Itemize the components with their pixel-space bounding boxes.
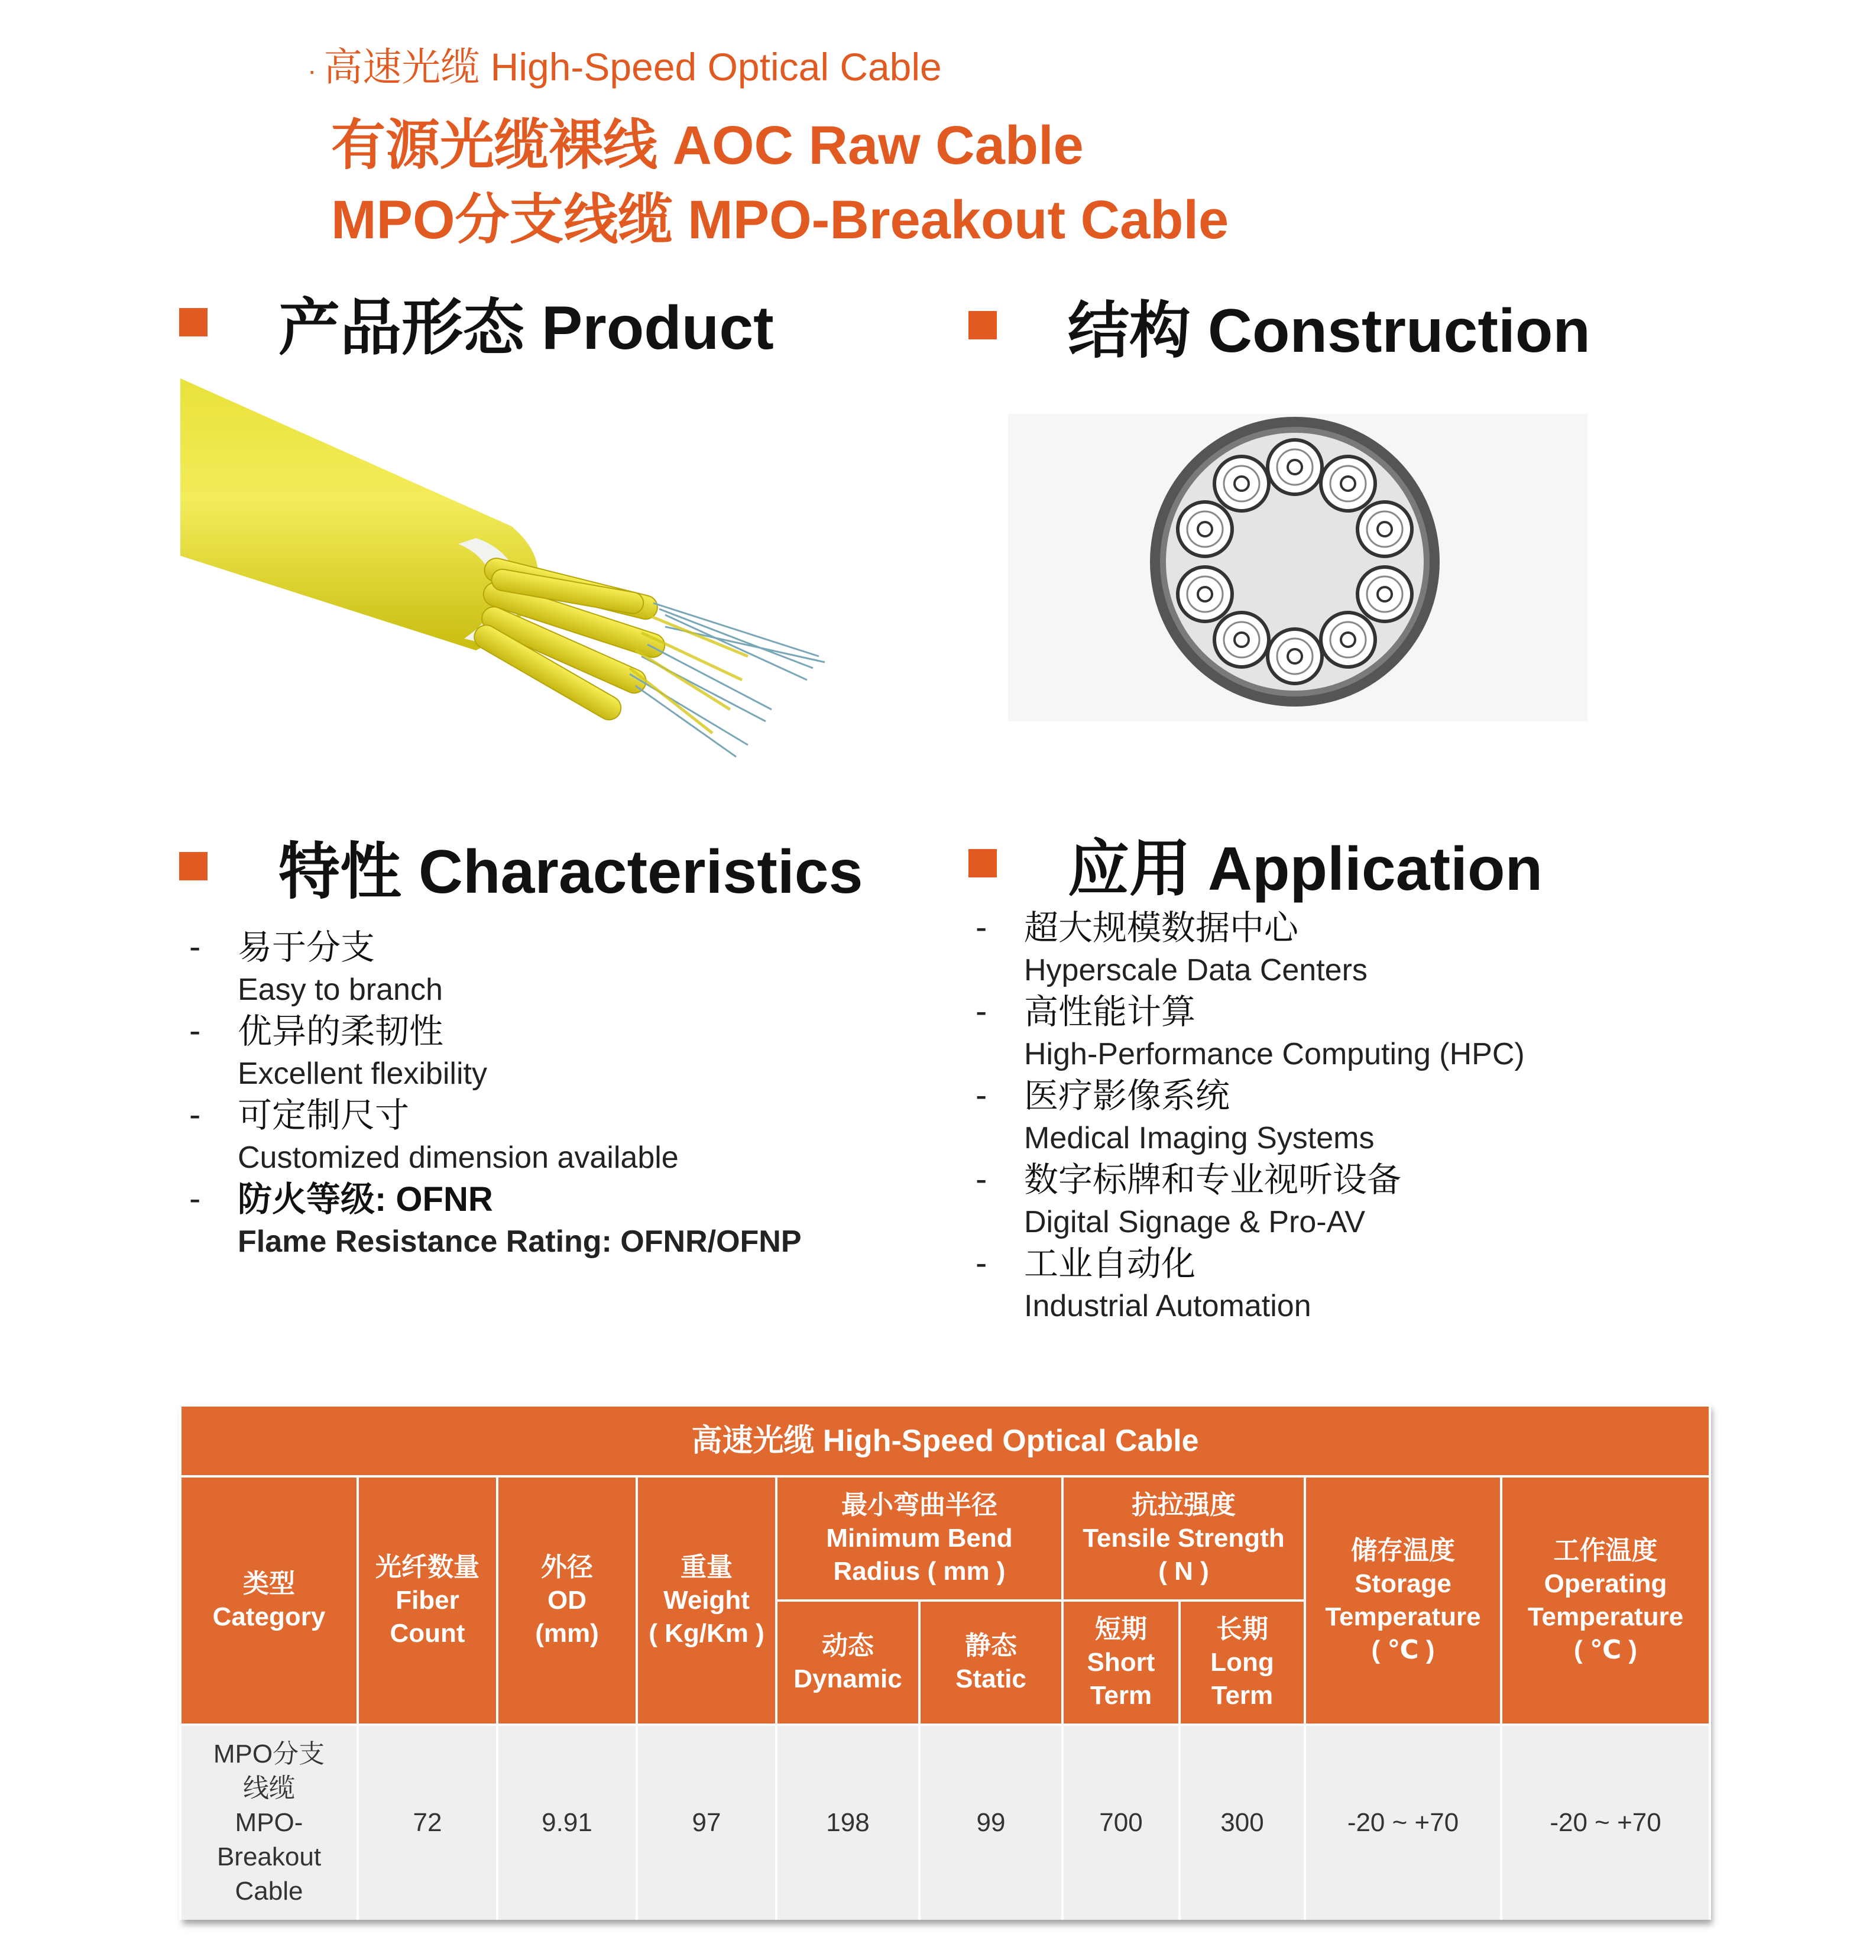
list-item [976, 1075, 1525, 1159]
square-bullet-icon [179, 308, 208, 336]
cell-category: MPO分支 线缆 MPO- Breakout Cable [180, 1725, 358, 1920]
item-en: Digital Signage & Pro-AV [1024, 1205, 1366, 1239]
section-heading-application [968, 819, 1543, 908]
spec-table [179, 1404, 1709, 1920]
table-caption: 高速光缆 High-Speed Optical Cable [180, 1405, 1710, 1476]
section-title: 应用 Application [1068, 835, 1543, 903]
header-fiber-count: 光纤数量 Fiber Count [358, 1476, 497, 1725]
dash-bullet: - [976, 1160, 987, 1198]
item-zh: 工业自动化 [1024, 1245, 1196, 1283]
header-static: 静态 Static [919, 1601, 1062, 1725]
section-title: 结构 Construction [1068, 297, 1590, 365]
section-heading-characteristics [179, 822, 863, 911]
item-zh: 可定制尺寸 [238, 1096, 410, 1135]
cell-static: 99 [919, 1725, 1062, 1920]
square-bullet-icon [179, 852, 208, 880]
item-zh: 易于分支 [238, 928, 375, 967]
dash-bullet: - [976, 1076, 987, 1115]
cell-od: 9.91 [497, 1725, 637, 1920]
header-weight: 重量 Weight ( Kg/Km ) [637, 1476, 776, 1725]
header-bend-radius: 最小弯曲半径 Minimum Bend Radius ( mm ) [776, 1476, 1062, 1601]
header-category: 类型 Category [180, 1476, 358, 1725]
list-item [189, 927, 802, 1011]
list-item [976, 908, 1525, 992]
item-zh: 超大规模数据中心 [1024, 909, 1299, 947]
header-tensile: 抗拉强度 Tensile Strength ( N ) [1062, 1476, 1305, 1601]
header-storage-temp: 储存温度 Storage Temperature ( ℃ ) [1305, 1476, 1501, 1725]
page-title-line-2: MPO分支线缆 MPO-Breakout Cable [331, 190, 1229, 250]
list-item [189, 1095, 802, 1179]
page-title-line-1: 有源光缆裸线 AOC Raw Cable [331, 115, 1084, 176]
section-title: 特性 Characteristics [278, 838, 863, 906]
dash-bullet: - [189, 1180, 201, 1218]
list-item [976, 1243, 1525, 1327]
item-en: Easy to branch [238, 973, 443, 1007]
header-od: 外径 OD (mm) [497, 1476, 637, 1725]
subtitle-text: 高速光缆 High-Speed Optical Cable [323, 45, 942, 89]
section-heading-construction [968, 281, 1590, 370]
dash-bullet: - [976, 908, 987, 947]
item-en: Industrial Automation [1024, 1289, 1311, 1323]
cell-long-term: 300 [1180, 1725, 1305, 1920]
dash-bullet: - [976, 992, 987, 1031]
item-zh: 优异的柔韧性 [238, 1012, 444, 1051]
item-zh: 数字标牌和专业视听设备 [1024, 1161, 1402, 1199]
item-en: High-Performance Computing (HPC) [1024, 1037, 1525, 1071]
list-item [189, 1179, 802, 1263]
item-en: Medical Imaging Systems [1024, 1121, 1375, 1155]
dash-bullet: - [189, 1096, 201, 1134]
dash-bullet: - [189, 928, 201, 966]
series-subtitle [307, 35, 942, 92]
item-en: Excellent flexibility [238, 1057, 487, 1091]
cell-storage-temp: -20 ~ +70 [1305, 1725, 1501, 1920]
square-bullet-icon [968, 311, 997, 339]
item-en: Flame Resistance Rating: OFNR/OFNP [238, 1224, 802, 1259]
item-zh: 医疗影像系统 [1024, 1077, 1230, 1115]
section-heading-product [179, 278, 774, 367]
cell-operating-temp: -20 ~ +70 [1501, 1725, 1710, 1920]
cell-dynamic: 198 [776, 1725, 919, 1920]
dash-bullet: - [189, 1012, 201, 1050]
cell-weight: 97 [637, 1725, 776, 1920]
characteristics-list [189, 927, 802, 1263]
subtitle-bullet: · [307, 54, 317, 86]
header-operating-temp: 工作温度 Operating Temperature ( ℃ ) [1501, 1476, 1710, 1725]
list-item [976, 1159, 1525, 1243]
cell-short-term: 700 [1062, 1725, 1180, 1920]
dash-bullet: - [976, 1244, 987, 1282]
section-title: 产品形态 Product [278, 294, 774, 362]
header-long-term: 长期 Long Term [1180, 1601, 1305, 1725]
item-en: Customized dimension available [238, 1141, 679, 1175]
construction-cross-section-diagram [1008, 414, 1587, 721]
header-dynamic: 动态 Dynamic [776, 1601, 919, 1725]
table-row [180, 1725, 1710, 1920]
application-list [976, 908, 1525, 1327]
header-short-term: 短期 Short Term [1062, 1601, 1180, 1725]
list-item [976, 992, 1525, 1075]
product-photo [180, 378, 872, 786]
item-zh: 防火等级: OFNR [238, 1180, 493, 1219]
item-zh: 高性能计算 [1024, 993, 1196, 1031]
item-en: Hyperscale Data Centers [1024, 953, 1368, 987]
square-bullet-icon [968, 849, 997, 877]
list-item [189, 1011, 802, 1095]
cell-fiber-count: 72 [358, 1725, 497, 1920]
